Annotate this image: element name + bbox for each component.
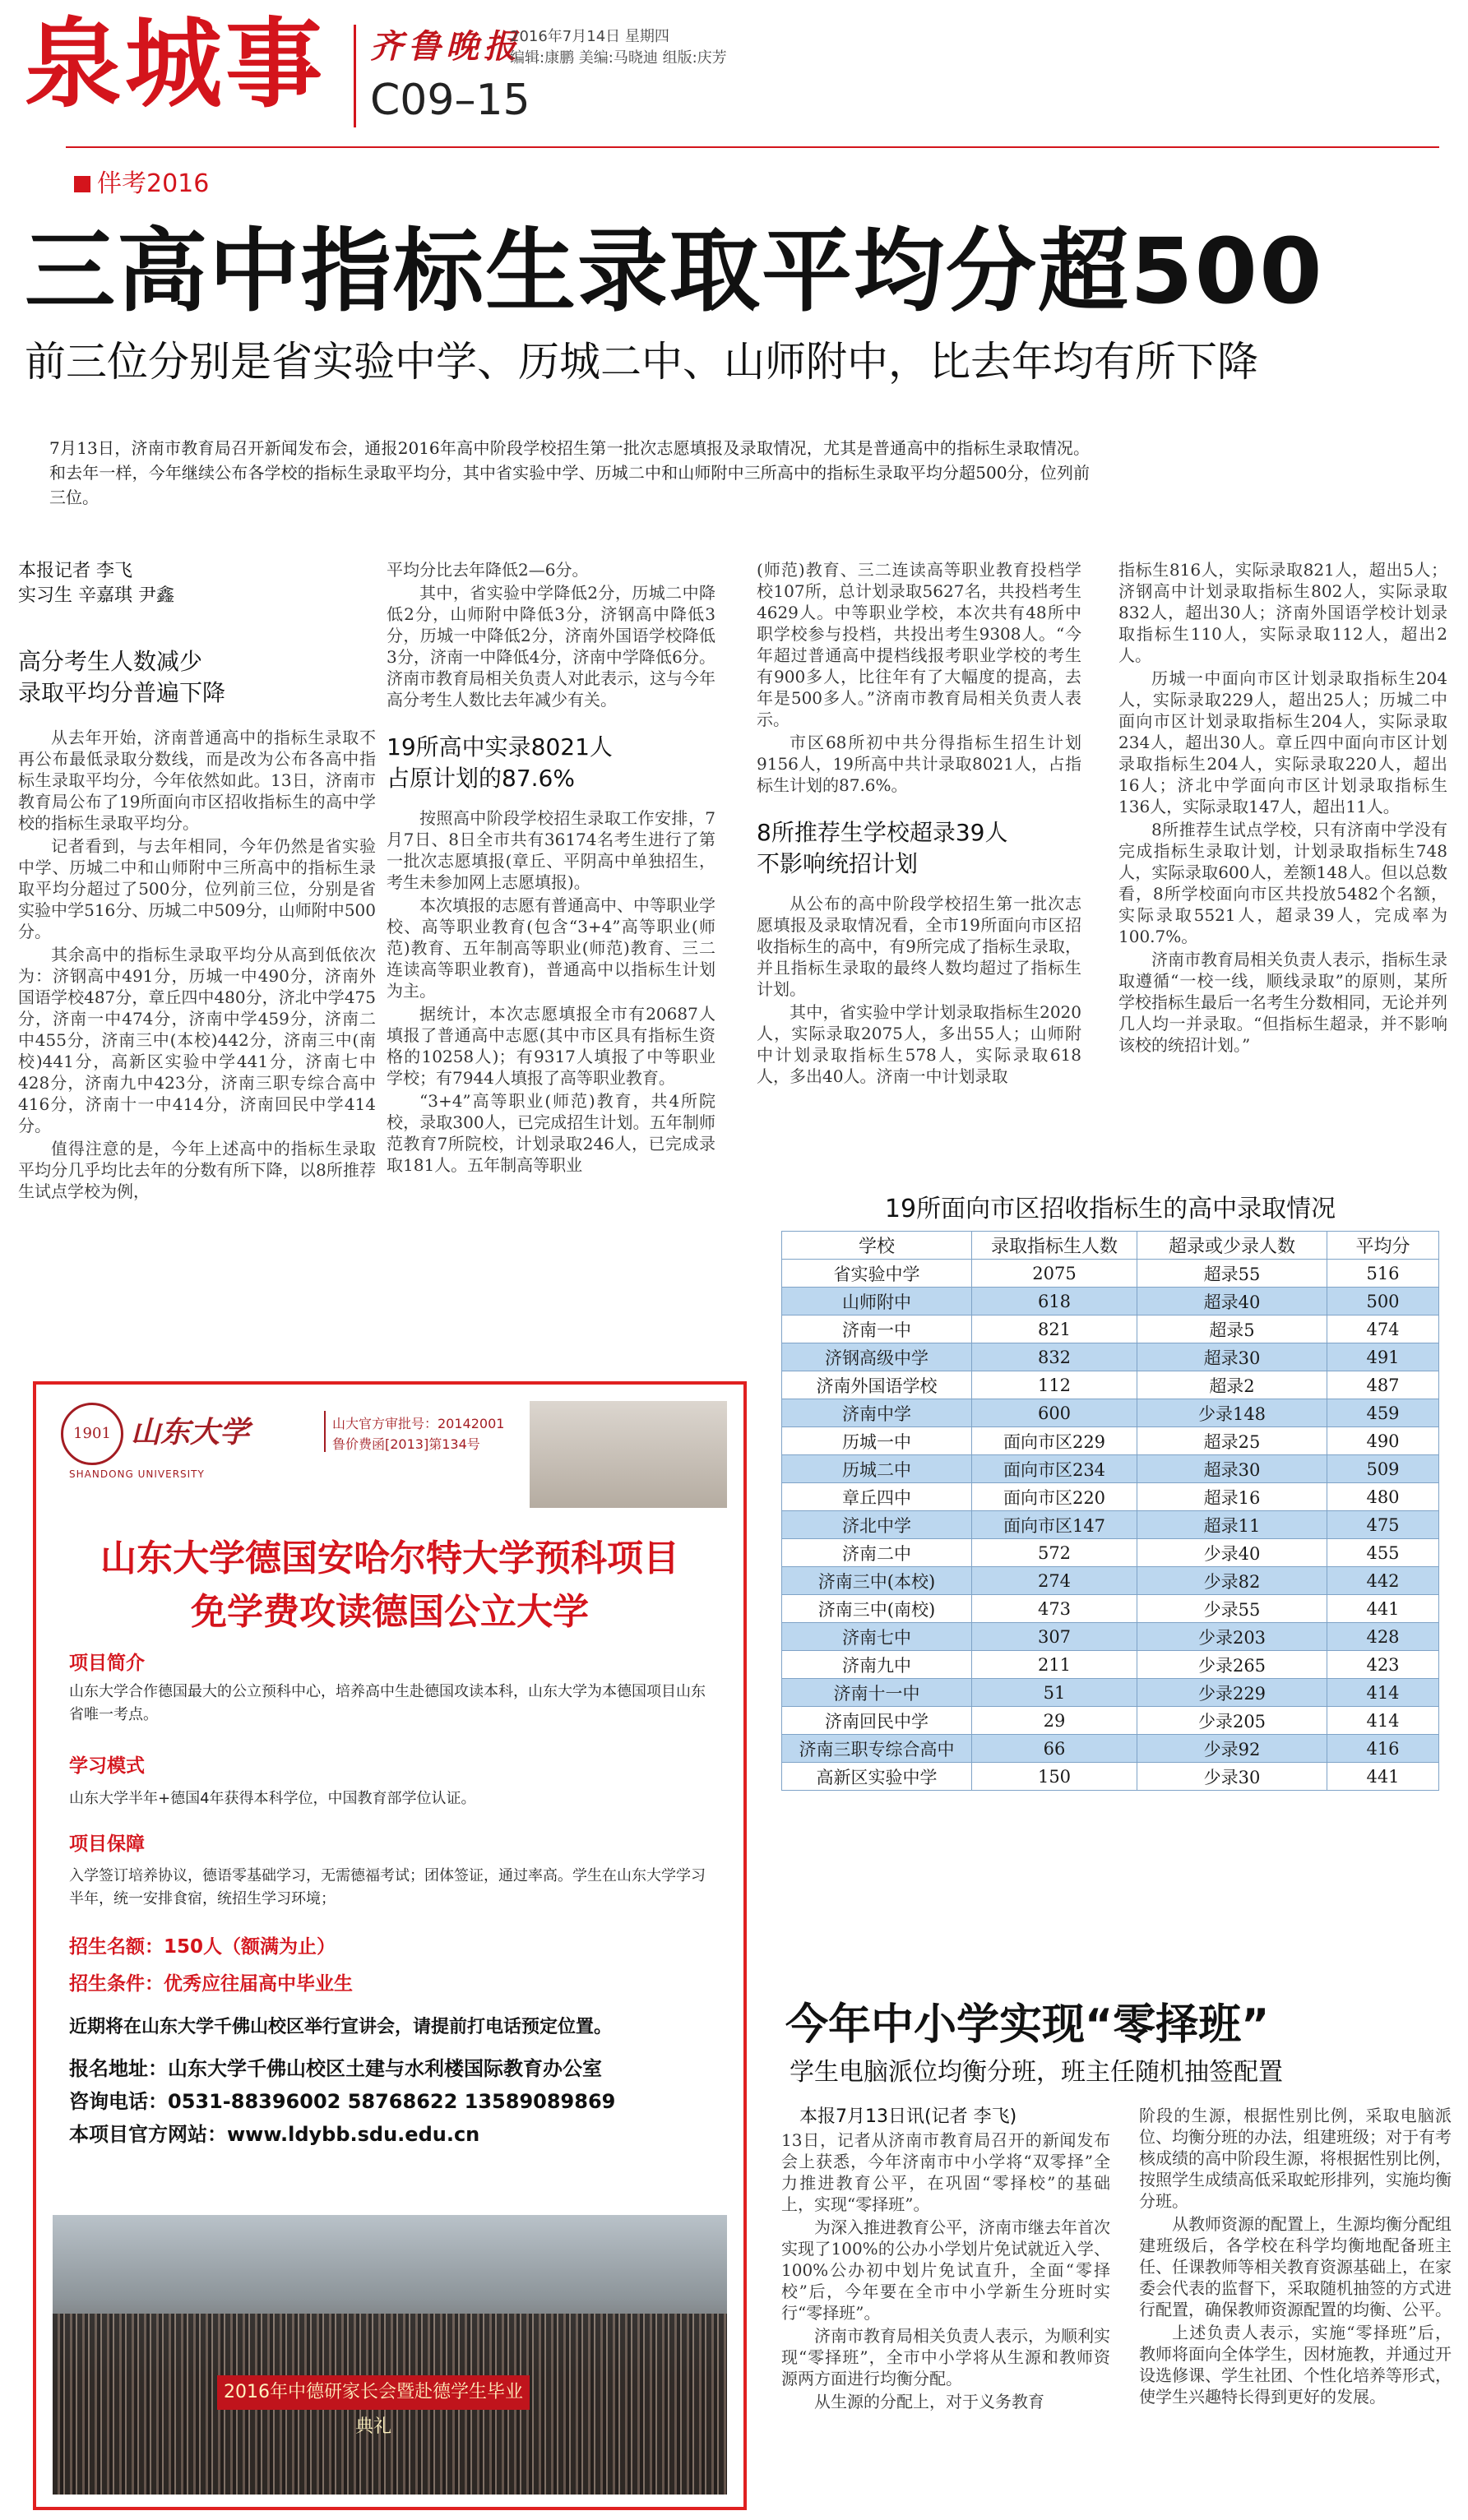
table-cell: 超录30	[1137, 1455, 1327, 1483]
table-row	[782, 1260, 1439, 1288]
table-cell: 超录16	[1137, 1483, 1327, 1511]
editors-line: 编辑:康鹏 美编:马晓迪 组版:庆芳	[510, 49, 727, 67]
table-cell: 442	[1327, 1567, 1439, 1595]
paper-name: 齐鲁晚报	[370, 27, 521, 66]
paragraph: 按照高中阶段学校招生录取工作安排，7月7日、8日全市共有36174名考生进行了第一批次志愿填报(章丘、平阴高中单独招生，考生未参加网上志愿填报)。	[387, 808, 715, 892]
table-cell: 济南回民中学	[782, 1707, 972, 1735]
paragraph: 记者看到，与去年相同，今年仍然是省实验中学、历城二中和山师附中三所高中的指标生录取平均分超过了500分，位列前三位，分别是省实验中学516分、历城二中509分，山师附中500分。	[18, 836, 376, 941]
table-header-cell: 超录或少录人数	[1137, 1232, 1327, 1260]
table-cell: 高新区实验中学	[782, 1763, 972, 1791]
table-cell: 济南二中	[782, 1539, 972, 1567]
table-cell: 章丘四中	[782, 1483, 972, 1511]
paragraph: 平均分比去年降低2—6分。	[387, 560, 589, 580]
paragraph: 从公布的高中阶段学校招生第一批次志愿填报及录取情况看，全市19所面向市区招收指标生的高中，有9所完成了指标生录取，并且指标生录取的最终人数均超过了指标生计划。	[757, 894, 1081, 999]
table-row	[782, 1399, 1439, 1427]
article-column-3	[757, 559, 1081, 1089]
university-name-en: SHANDONG UNIVERSITY	[69, 1468, 205, 1480]
table-cell: 490	[1327, 1427, 1439, 1455]
article-column-2	[387, 559, 715, 1177]
table-cell: 509	[1327, 1455, 1439, 1483]
table-cell: 少录40	[1137, 1539, 1327, 1567]
admission-table-section	[781, 1188, 1439, 1791]
graduation-group-photo	[53, 2215, 727, 2495]
page-code: C09–15	[370, 76, 530, 125]
table-row	[782, 1343, 1439, 1371]
story2-byline: 本报7月13日讯(记者 李飞)	[799, 2106, 1017, 2127]
paragraph: 值得注意的是，今年上述高中的指标生录取平均分几乎均比去年的分数有所下降，以8所推荐生试点学校为例，	[18, 1139, 376, 1201]
table-row	[782, 1511, 1439, 1539]
table-cell: 600	[972, 1399, 1137, 1427]
university-name: 山东大学	[131, 1415, 250, 1450]
ad-quota: 招生名额：150人（额满为止）	[69, 1936, 336, 1958]
paragraph: 济南市教育局相关负责人表示，为顺利实现“零择班”，全市中小学将从生源和教师资源两方面进行均衡分配。	[781, 2326, 1110, 2388]
article-column-1	[18, 559, 376, 1204]
table-cell: 474	[1327, 1315, 1439, 1343]
table-cell: 473	[972, 1595, 1137, 1623]
intro-paragraph: 7月13日，济南市教育局召开新闻发布会，通报2016年高中阶段学校招生第一批次志愿填报及录取情况，尤其是普通高中的指标生录取情况。和去年一样，今年继续公布各学校的指标生录取平均分，其中省实验中学、历城二中和山师附中三所高中的指标生录取平均分超500分，位列前三位。	[49, 438, 1090, 507]
paragraph: 13日，记者从济南市教育局召开的新闻发布会上获悉，今年济南市中小学将“双零择”全力推进教育公平，在巩固“零择校”的基础上，实现“零择班”。	[781, 2130, 1110, 2214]
table-cell: 省实验中学	[782, 1260, 972, 1288]
table-row	[782, 1315, 1439, 1343]
ad-license-number: 山大官方审批号：20142001	[332, 1416, 505, 1431]
subhead: 前三位分别是省实验中学、历城二中、山师附中，比去年均有所下降	[25, 338, 1258, 386]
table-cell: 超录40	[1137, 1288, 1327, 1315]
paragraph: 从教师资源的配置上，生源均衡分配组建班级后，各学校在科学均衡地配备班主任、任课教师等相关教育资源基础上，在家委会代表的监督下，采取随机抽签的方式进行配置，确保教师资源配置的均衡、公平。	[1139, 2214, 1452, 2319]
university-logo	[61, 1403, 123, 1465]
paragraph: 阶段的生源，根据性别比例，采取电脑派位、均衡分班的办法，组建班级；对于有考核成绩的高中阶段生源，将根据性别比例，按照学生成绩高低采取蛇形排列，实施均衡分班。	[1139, 2106, 1452, 2211]
paragraph: 从生源的分配上，对于义务教育	[814, 2392, 1044, 2411]
table-cell: 济南中学	[782, 1399, 972, 1427]
table-cell: 29	[972, 1707, 1137, 1735]
paragraph: 其中，省实验中学计划录取指标生2020人，实际录取2075人，多出55人；山师附中计划录取指标生578人，实际录取618人，多出40人。济南一中计划录取	[757, 1002, 1081, 1086]
table-cell: 423	[1327, 1651, 1439, 1679]
table-cell: 441	[1327, 1595, 1439, 1623]
table-cell: 济南三中(本校)	[782, 1567, 972, 1595]
table-row	[782, 1288, 1439, 1315]
university-seal-icon: 1901	[61, 1403, 123, 1465]
story2-subtitle: 学生电脑派位均衡分班，班主任随机抽签配置	[790, 2058, 1283, 2087]
byline-interns: 实习生 辛嘉琪 尹鑫	[18, 585, 174, 606]
table-row	[782, 1595, 1439, 1623]
date-line: 2016年7月14日 星期四	[510, 28, 669, 45]
ad-address: 报名地址：山东大学千佛山校区土建与水利楼国际教育办公室	[69, 2057, 602, 2080]
table-cell: 414	[1327, 1707, 1439, 1735]
table-row	[782, 1735, 1439, 1763]
ad-website: 本项目官方网站：www.ldybb.sdu.edu.cn	[69, 2123, 480, 2146]
table-cell: 历城二中	[782, 1455, 972, 1483]
paragraph: 据统计，本次志愿填报全市有20687人填报了普通高中志愿(其中市区具有指标生资格的10258人)；有9317人填报了中等职业学校；有7944人填报了高等职业教育。	[387, 1004, 715, 1088]
story2-title: 今年中小学实现“零择班”	[785, 2000, 1270, 2050]
header-rule	[66, 146, 1439, 148]
table-cell: 2075	[972, 1260, 1137, 1288]
table-row	[782, 1427, 1439, 1455]
table-cell: 面向市区229	[972, 1427, 1137, 1455]
ad-title-line-1: 山东大学德国安哈尔特大学预科项目	[100, 1537, 679, 1579]
paragraph: 从去年开始，济南普通高中的指标生录取不再公布最低录取分数线，而是改为公布各高中指标生录取平均分，今年依然如此。13日，济南市教育局公布了19所面向市区招收指标生的高中学校的指标生录取平均分。	[18, 728, 376, 833]
table-cell: 少录265	[1137, 1651, 1327, 1679]
table-cell: 少录229	[1137, 1679, 1327, 1707]
ad-text-study-mode: 山东大学半年+德国4年获得本科学位，中国教育部学位认证。	[69, 1790, 476, 1807]
paragraph: “3+4”高等职业(师范)教育，共4所院校，录取300人，已完成招生计划。五年制师范教育7所院校，计划录取246人，已完成录取181人。五年制高等职业	[387, 1091, 715, 1175]
table-cell: 516	[1327, 1260, 1439, 1288]
paragraph: 8所推荐生试点学校，只有济南中学没有完成指标生录取计划，计划录取指标生748人，实际录取600人，差额148人。但以总数看，8所学校面向市区共投放5482个名额，实际录取5521人，超录39人，完成率为100.7%。	[1118, 820, 1447, 946]
story2-column-2	[1139, 2105, 1452, 2409]
table-cell: 414	[1327, 1679, 1439, 1707]
table-cell: 历城一中	[782, 1427, 972, 1455]
table-row	[782, 1763, 1439, 1791]
column-1-body	[18, 727, 376, 1202]
kicker-square-icon	[74, 176, 90, 192]
table-cell: 超录2	[1137, 1371, 1327, 1399]
table-row	[782, 1707, 1439, 1735]
table-row	[782, 1455, 1439, 1483]
table-cell: 487	[1327, 1371, 1439, 1399]
table-cell: 少录55	[1137, 1595, 1327, 1623]
table-cell: 572	[972, 1539, 1137, 1567]
table-cell: 山师附中	[782, 1288, 972, 1315]
ad-notice: 近期将在山东大学千佛山校区举行宣讲会，请提前打电话预定位置。	[69, 2017, 613, 2037]
table-cell: 416	[1327, 1735, 1439, 1763]
paragraph: 上述负责人表示，实施“零择班”后，教师将面向全体学生，因材施教，并通过开设选修课、学生社团、个性化培养等形式，使学生兴趣特长得到更好的发展。	[1139, 2323, 1452, 2407]
table-cell: 475	[1327, 1511, 1439, 1539]
table-cell: 150	[972, 1763, 1137, 1791]
table-cell: 济北中学	[782, 1511, 972, 1539]
table-header-row	[782, 1232, 1439, 1260]
table-cell: 济南三职专综合高中	[782, 1735, 972, 1763]
table-cell: 济南外国语学校	[782, 1371, 972, 1399]
table-cell: 274	[972, 1567, 1137, 1595]
table-cell: 211	[972, 1651, 1137, 1679]
paragraph: 本次填报的志愿有普通高中、中等职业学校、高等职业教育(包含“3+4”高等职业(师范)教育、五年制高等职业(师范)教育、三二连读高等职业教育)，普通高中以指标生计划为主。	[387, 895, 715, 1001]
ad-phone: 咨询电话：0531-88396002 58768622 13589089869	[69, 2090, 616, 2113]
paragraph: 历城一中面向市区计划录取指标生204人，实际录取229人，超出25人；历城二中面向市区计划录取指标生204人，实际录取234人，超出30人。章丘四中面向市区计划录取指标生204人，实际录取220人，超出16人；济北中学面向市区计划录取指标生136人，实际录取147人，超出11人。	[1118, 668, 1447, 816]
ad-price-approval: 鲁价费函[2013]第134号	[332, 1436, 480, 1452]
photo-banner: 2016年中德研家长会暨赴德学生毕业典礼	[217, 2375, 530, 2410]
table-row	[782, 1567, 1439, 1595]
table-cell: 少录92	[1137, 1735, 1327, 1763]
table-cell: 455	[1327, 1539, 1439, 1567]
paragraph: 济南市教育局相关负责人表示，指标生录取遵循“一校一线，顺线录取”的原则，某所学校指标生最后一名考生分数相同，无论并列几人均一并录取。“但指标生超录，并不影响该校的统招计划。”	[1118, 950, 1447, 1055]
table-cell: 少录205	[1137, 1707, 1327, 1735]
article-column-4	[1118, 559, 1447, 1057]
paragraph: 市区68所初中共分得指标生招生计划9156人，19所高中共计录取8021人，占指标生计划的87.6%。	[757, 733, 1081, 795]
table-cell: 480	[1327, 1483, 1439, 1511]
section-heading-2: 19所高中实录8021人 占原计划的87.6%	[387, 733, 613, 792]
table-cell: 济南十一中	[782, 1679, 972, 1707]
table-header-cell: 平均分	[1327, 1232, 1439, 1260]
table-row	[782, 1483, 1439, 1511]
ad-text-intro: 山东大学合作德国最大的公立预科中心，培养高中生赴德国攻读本科，山东大学为本德国项目山东省唯一考点。	[69, 1683, 706, 1723]
ad-title-line-2: 免学费攻读德国公立大学	[191, 1591, 589, 1633]
table-cell: 441	[1327, 1763, 1439, 1791]
section-heading-3: 8所推荐生学校超录39人 不影响统招计划	[757, 819, 1008, 877]
table-cell: 618	[972, 1288, 1137, 1315]
table-row	[782, 1651, 1439, 1679]
table-cell: 超录5	[1137, 1315, 1327, 1343]
table-cell: 少录148	[1137, 1399, 1327, 1427]
kicker	[74, 163, 209, 199]
table-cell: 832	[972, 1343, 1137, 1371]
ad-heading-guarantee: 项目保障	[69, 1833, 145, 1855]
table-cell: 428	[1327, 1623, 1439, 1651]
section-heading-1: 高分考生人数减少 录取平均分普遍下降	[18, 648, 226, 706]
table-cell: 超录11	[1137, 1511, 1327, 1539]
ad-heading-study-mode: 学习模式	[69, 1755, 145, 1777]
table-cell: 821	[972, 1315, 1137, 1343]
table-row	[782, 1371, 1439, 1399]
paragraph: 为深入推进教育公平，济南市继去年首次实现了100%的公办小学划片免试就近入学、100%公办初中划片免试直升，全面“零择校”后，今年要在全市中小学新生分班时实行“零择班”。	[781, 2217, 1110, 2323]
table-title: 19所面向市区招收指标生的高中录取情况	[884, 1195, 1336, 1223]
table-header-cell: 学校	[782, 1232, 972, 1260]
table-cell: 少录203	[1137, 1623, 1327, 1651]
table-cell: 66	[972, 1735, 1137, 1763]
table-cell: 少录30	[1137, 1763, 1327, 1791]
header-divider	[354, 25, 356, 127]
paragraph: 其中，省实验中学降低2分，历城二中降低2分，山师附中降低3分，济钢高中降低3分，历城一中降低2分，济南外国语学校降低3分，济南一中降低4分，济南中学降低6分。济南市教育局相关负责人对此表示，这与今年高分考生人数比去年减少有关。	[387, 583, 715, 710]
campus-building-image	[530, 1401, 727, 1508]
ad-text-guarantee: 入学签订培养协议，德语零基础学习，无需德福考试；团体签证，通过率高。学生在山东大学学习半年，统一安排食宿，统招生学习环境；	[69, 1867, 706, 1907]
table-row	[782, 1623, 1439, 1651]
ad-header-divider	[324, 1411, 326, 1452]
story2-column-1	[781, 2105, 1110, 2414]
table-cell: 超录55	[1137, 1260, 1327, 1288]
table-cell: 济南七中	[782, 1623, 972, 1651]
table-row	[782, 1539, 1439, 1567]
kicker-label: 伴考2016	[97, 169, 210, 198]
paragraph: 指标生816人，实际录取821人，超出5人；济钢高中计划录取指标生802人，实际录取832人，超出30人；济南外国语学校计划录取指标生110人，实际录取112人，超出2人。	[1118, 560, 1447, 665]
table-cell: 491	[1327, 1343, 1439, 1371]
table-header-cell: 录取指标生人数	[972, 1232, 1137, 1260]
table-cell: 少录82	[1137, 1567, 1327, 1595]
table-cell: 面向市区220	[972, 1483, 1137, 1511]
table-cell: 459	[1327, 1399, 1439, 1427]
table-cell: 济南一中	[782, 1315, 972, 1343]
table-cell: 500	[1327, 1288, 1439, 1315]
table-cell: 51	[972, 1679, 1137, 1707]
table-cell: 济钢高级中学	[782, 1343, 972, 1371]
ad-heading-intro: 项目简介	[69, 1653, 145, 1674]
table-cell: 济南九中	[782, 1651, 972, 1679]
table-cell: 面向市区234	[972, 1455, 1137, 1483]
table-cell: 济南三中(南校)	[782, 1595, 972, 1623]
table-cell: 超录25	[1137, 1427, 1327, 1455]
byline-reporter: 本报记者 李飞	[18, 561, 132, 581]
paragraph: 其余高中的指标生录取平均分从高到低依次为：济钢高中491分，历城一中490分，济南外国语学校487分，章丘四中480分，济北中学475分，济南一中474分，济南中学459分，济南二中455分，济南三中(本校)442分，济南三中(南校)441分，高新区实验中学441分，济南七中428分，济南九中423分，济南三职专综合高中416分，济南十一中414分，济南回民中学414分。	[18, 945, 376, 1135]
admission-table	[781, 1231, 1439, 1791]
table-row	[782, 1679, 1439, 1707]
ad-conditions: 招生条件：优秀应往届高中毕业生	[69, 1973, 353, 1995]
table-cell: 112	[972, 1371, 1137, 1399]
masthead: 泉城事	[25, 7, 326, 121]
table-cell: 面向市区147	[972, 1511, 1137, 1539]
paragraph: (师范)教育、三二连读高等职业教育投档学校107所，总计划录取5627名，共投档考生4629人。中等职业学校，本次共有48所中职学校参与投档，共投出考生9308人。“今年超过普通高中提档线报考职业学校的考生有900多人，比往年有了大幅度的提高，去年是500多人。”济南市教育局相关负责人表示。	[757, 560, 1081, 729]
table-cell: 超录30	[1137, 1343, 1327, 1371]
university-advertisement	[33, 1381, 747, 2510]
table-body	[782, 1260, 1439, 1791]
table-cell: 307	[972, 1623, 1137, 1651]
headline: 三高中指标生录取平均分超500	[25, 219, 1324, 324]
